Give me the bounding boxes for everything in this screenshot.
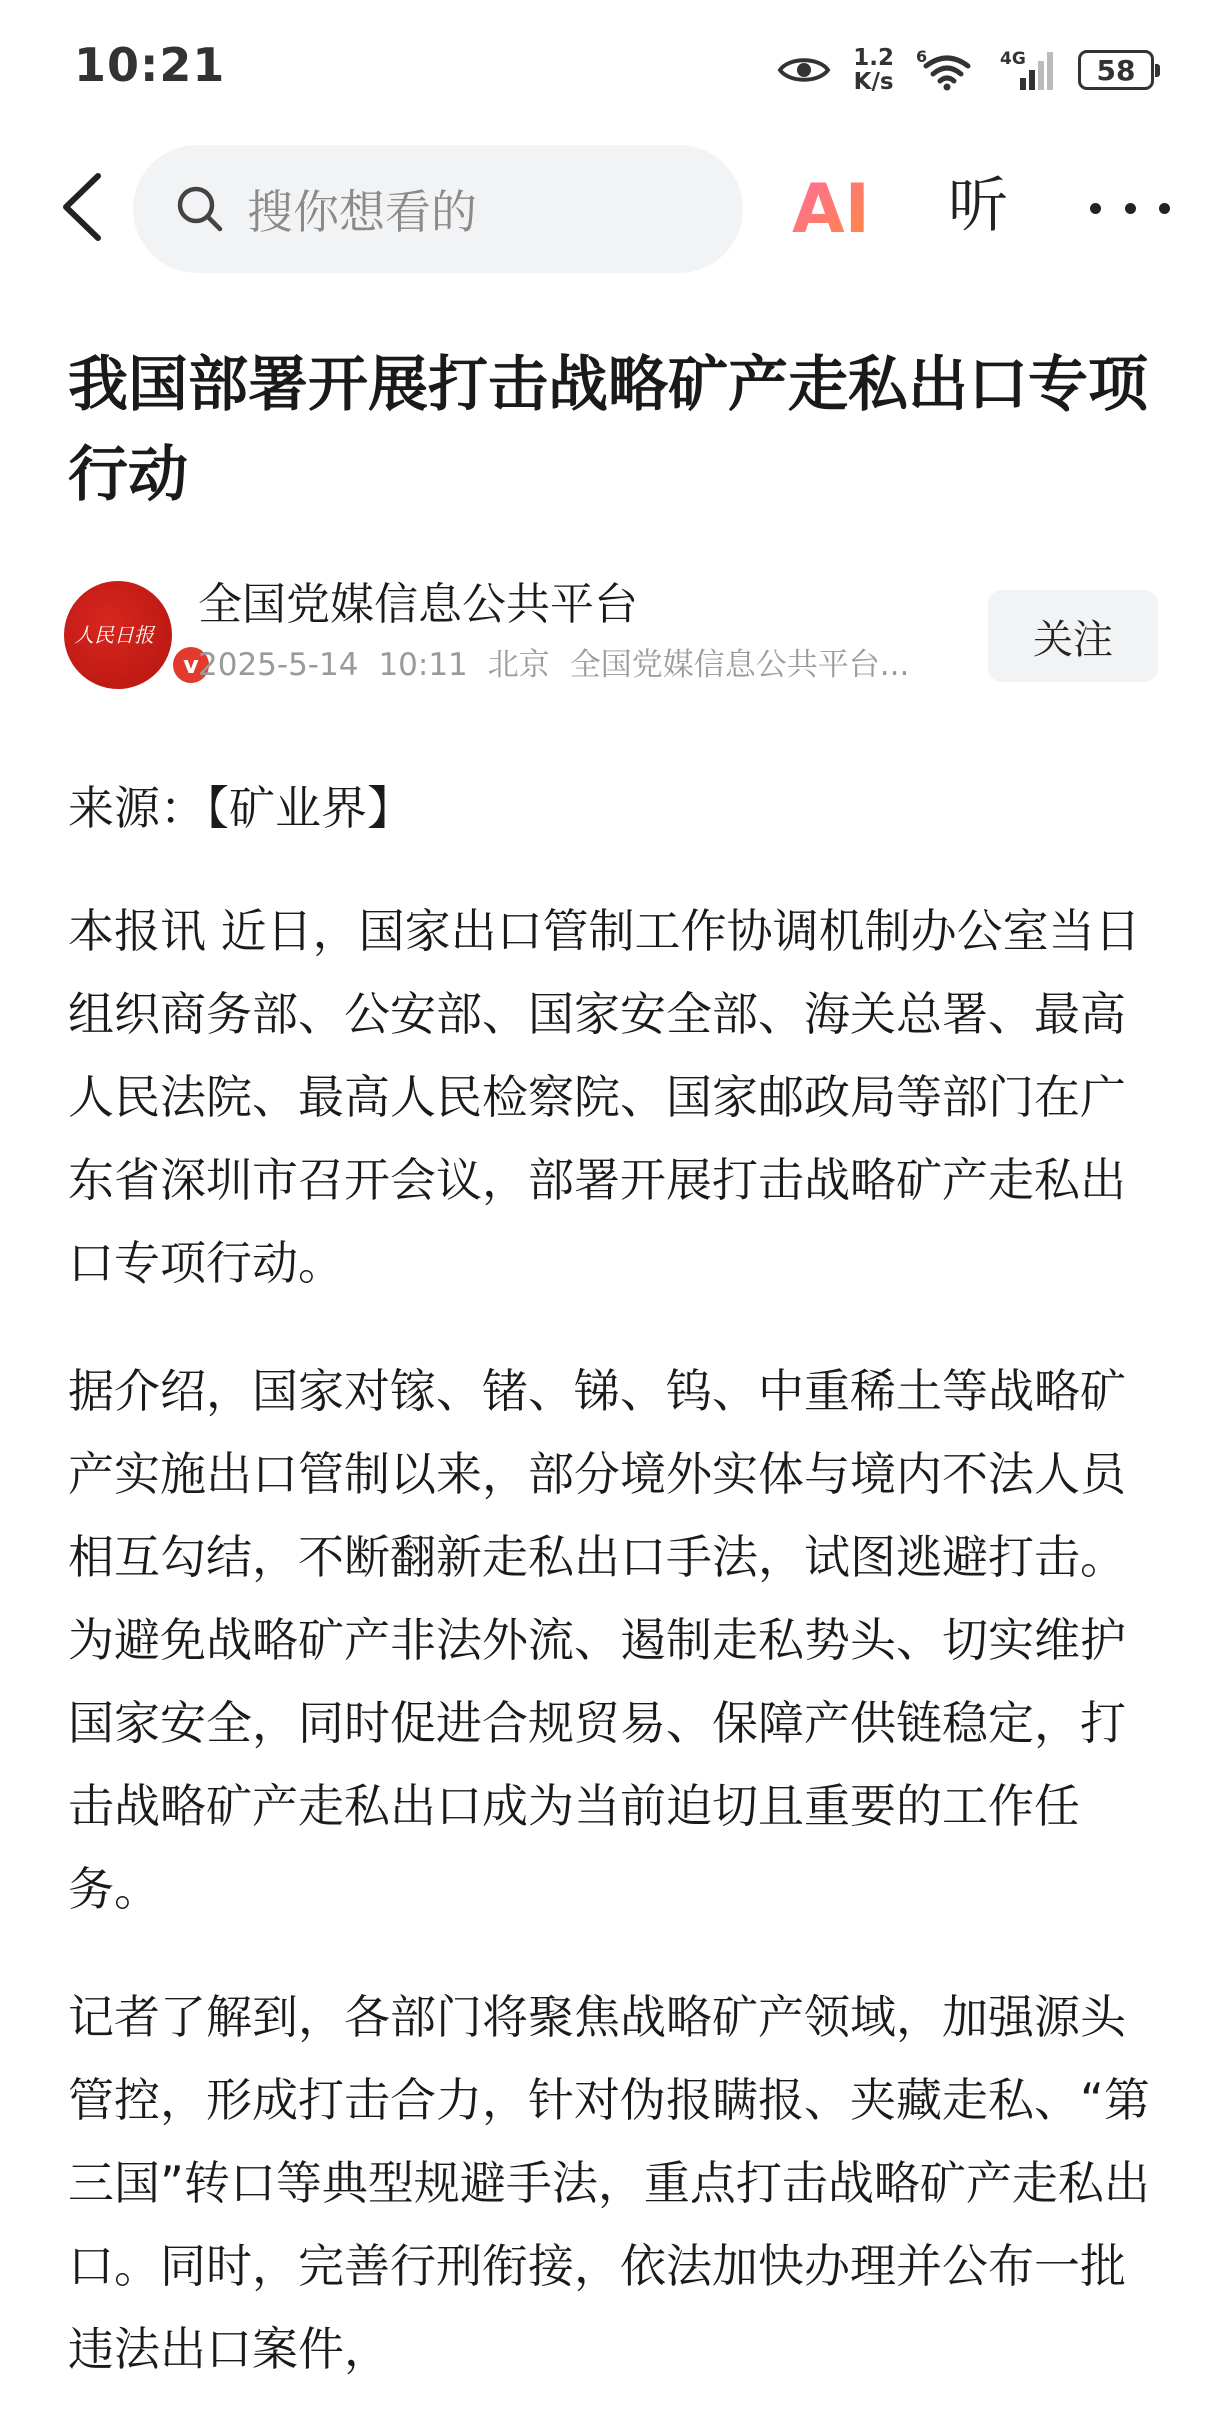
wifi-label: 6 <box>916 48 928 66</box>
paragraph-2: 据介绍，国家对镓、锗、锑、钨、中重稀土等战略矿产实施出口管制以来，部分境外实体与境内不法人员相互勾结，不断翻新走私出口手法，试图逃避打击。为避免战略矿产非法外流、遏制走私势头、切实维护国家安全，同时促进合规贸易、保障产供链稳定，打击战略矿产走私出口成为当前迫切且重要的工作任务。 <box>68 1364 1126 1916</box>
source-line: 来源：【矿业界】 <box>68 781 413 835</box>
status-time: 10:21 <box>74 38 226 92</box>
search-icon <box>173 182 227 236</box>
battery-icon <box>1078 50 1154 90</box>
listen-button[interactable]: 听 <box>948 171 1008 241</box>
signal-label: 4G <box>1000 49 1026 69</box>
ai-label: AI <box>792 172 870 244</box>
paragraph-1: 本报讯 近日，国家出口管制工作协调机制办公室当日组织商务部、公安部、国家安全部、海关总署、最高人民法院、最高人民检察院、国家邮政局等部门在广东省深圳市召开会议，部署开展打击战略矿产走私出口专项行动。 <box>68 904 1141 1290</box>
signal-icon <box>1000 48 1056 92</box>
verified-badge-icon: v <box>170 644 212 686</box>
net-speed-unit: K/s <box>853 69 894 95</box>
battery-level: 58 <box>1096 53 1136 87</box>
search-placeholder: 搜你想看的 <box>247 185 477 239</box>
net-speed <box>853 46 894 94</box>
more-options-icon[interactable] <box>1090 178 1170 238</box>
paragraph-3: 记者了解到，各部门将聚焦战略矿产领域，加强源头管控，形成打击合力，针对伪报瞒报、夹藏走私、“第三国”转口等典型规避手法，重点打击战略矿产走私出口。同时，完善行刑衔接，依法加快办理并公布一批违法出口案件， <box>68 1990 1150 2376</box>
status-bar <box>0 0 1224 140</box>
follow-button[interactable]: 关注 <box>988 590 1158 682</box>
author-avatar[interactable] <box>64 581 172 689</box>
publish-time: 10:11 <box>378 647 468 683</box>
ai-button[interactable] <box>790 172 880 244</box>
article-body <box>68 768 1158 2430</box>
author-meta <box>198 643 938 687</box>
publish-location: 北京 <box>487 647 550 683</box>
net-speed-value: 1.2 <box>853 45 894 71</box>
author-name[interactable]: 全国党媒信息公共平台 <box>198 579 638 630</box>
publish-source: 全国党媒信息公共平台... <box>569 647 910 683</box>
eye-icon <box>777 53 831 87</box>
search-input[interactable] <box>133 145 743 273</box>
back-arrow-icon[interactable] <box>58 172 108 242</box>
wifi-icon <box>916 48 978 92</box>
avatar-logo-text: 人民日报 <box>74 623 154 647</box>
status-icons <box>777 40 1154 100</box>
publish-date: 2025-5-14 <box>198 647 359 683</box>
article-title: 我国部署开展打击战略矿产走私出口专项行动 <box>68 350 1148 510</box>
